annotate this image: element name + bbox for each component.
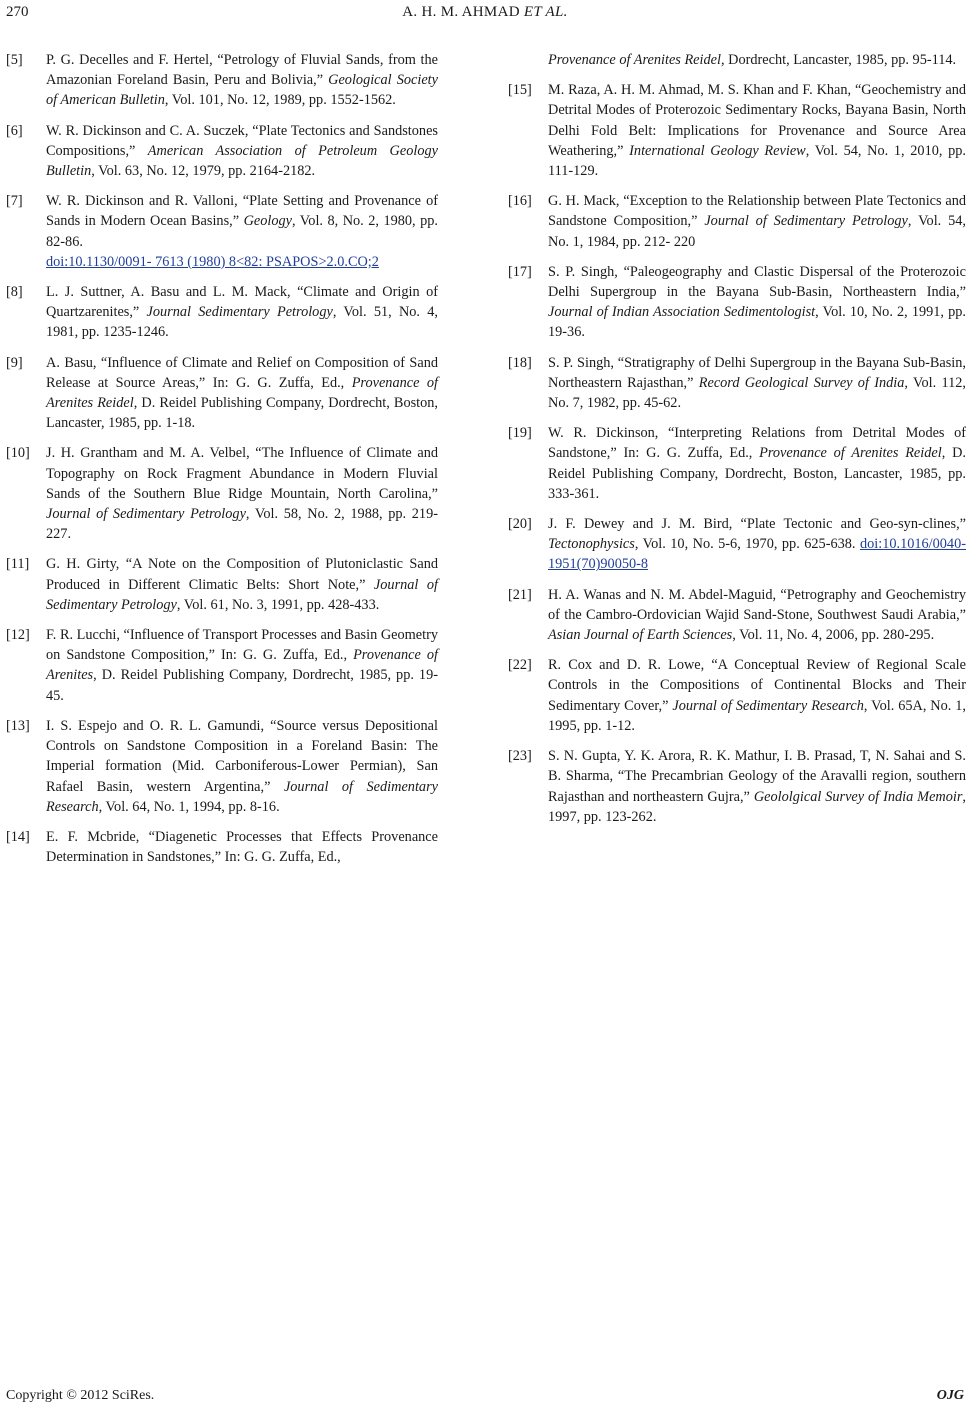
reference-text: L. J. Suttner, A. Basu and L. M. Mack, “Climate and Origin of Quartzarenites,” bbox=[46, 284, 438, 321]
reference-text: E. F. Mcbride, “Diagenetic Processes that Effects Provenance Determination in Sandstones,” In: G. G. Zuffa, Ed., bbox=[46, 828, 438, 866]
reference-journal: Tectonophysics bbox=[548, 536, 635, 553]
reference-18 bbox=[508, 353, 966, 414]
reference-22 bbox=[508, 655, 966, 736]
reference-number: [17] bbox=[508, 263, 532, 280]
reference-text: S. N. Gupta, Y. K. Arora, R. K. Mathur, I. B. Prasad, T, N. Sahai and S. B. Sharma, “The Precambrian Geology of the Aravalli region, southern Rajasthan and northeastern Gujra,” bbox=[548, 748, 966, 805]
reference-details: , Vol. 112, No. 7, 1982, pp. 45-62. bbox=[548, 374, 966, 412]
reference-number: [13] bbox=[6, 717, 30, 734]
reference-19 bbox=[508, 423, 966, 504]
reference-details: , Vol. 10, No. 5-6, 1970, pp. 625-638. bbox=[634, 536, 860, 553]
reference-journal: Record Geological Survey of India bbox=[698, 374, 905, 391]
journal-code: OJG bbox=[936, 1388, 964, 1403]
reference-journal: Geology bbox=[243, 213, 292, 230]
reference-number: [19] bbox=[508, 425, 532, 442]
reference-details: , Vol. 54, No. 1, 1984, pp. 212- 220 bbox=[548, 213, 966, 250]
reference-text: G. H. Mack, “Exception to the Relationship between Plate Tectonics and Sandstone Composition,” bbox=[548, 193, 966, 230]
reference-journal: Journal of Sedimentary Research bbox=[672, 697, 864, 714]
reference-20 bbox=[508, 514, 966, 575]
running-head-authors: A. H. M. AHMAD bbox=[402, 4, 520, 20]
reference-journal: Geological Society of American Bulletin bbox=[46, 72, 438, 109]
reference-14-continuation bbox=[508, 50, 966, 70]
reference-number: [11] bbox=[6, 556, 30, 573]
reference-details: , Vol. 54, No. 1, 2010, pp. 111-129. bbox=[548, 142, 967, 180]
copyright-notice: Copyright © 2012 SciRes. bbox=[6, 1388, 155, 1403]
reference-23 bbox=[508, 746, 966, 827]
reference-number: [5] bbox=[6, 52, 23, 68]
reference-10 bbox=[6, 443, 438, 544]
reference-journal: Asian Journal of Earth Sciences bbox=[548, 627, 733, 644]
reference-9 bbox=[6, 353, 438, 434]
reference-11 bbox=[6, 554, 438, 615]
reference-text: J. H. Grantham and M. A. Velbel, “The Influence of Climate and Topography on Rock Fragment Abundance in Modern Fluvial Sands of the Southern Blue Ridge Mountain, North Carolina,” bbox=[46, 445, 438, 502]
reference-details: , D. Reidel Publishing Company, Dordrecht, 1985, pp. 19-45. bbox=[46, 667, 438, 704]
reference-number: [20] bbox=[508, 516, 532, 533]
reference-text: G. H. Girty, “A Note on the Composition of Plutoniclastic Sand Produced in Different Climatic Belts: Short Note,” bbox=[46, 556, 438, 593]
left-column bbox=[6, 50, 438, 877]
doi-link[interactable]: doi:10.1016/0040-1951(70)90050-8 bbox=[548, 536, 966, 573]
reference-journal: Provenance of Arenites Reidel bbox=[46, 374, 439, 412]
reference-text: W. R. Dickinson, “Interpreting Relations from Detrital Modes of Sandstone,” In: G. G. Zuffa, Ed., bbox=[548, 425, 966, 462]
reference-details: , D. Reidel Publishing Company, Dordrecht, Boston, Lancaster, 1985, pp. 1-18. bbox=[46, 395, 438, 432]
reference-journal: Journal of Sedimentary Petrology bbox=[46, 506, 246, 523]
reference-journal: Journal Sedimentary Petrology bbox=[146, 304, 333, 321]
running-head bbox=[0, 4, 970, 21]
reference-details: , Vol. 58, No. 2, 1988, pp. 219-227. bbox=[46, 506, 438, 543]
reference-text: W. R. Dickinson and C. A. Suczek, “Plate Tectonics and Sandstones Compositions,” bbox=[46, 122, 438, 159]
reference-text: J. F. Dewey and J. M. Bird, “Plate Tectonic and Geo-syn-clines,” bbox=[548, 516, 966, 533]
reference-text: I. S. Espejo and O. R. L. Gamundi, “Source versus Depositional Controls on Sandstone Composition in a Foreland Basin: The Imperial formation (Mid. Carboniferous-Lower Permian), San Rafael Basin, western Argentina,” bbox=[46, 717, 438, 795]
reference-text: R. Cox and D. R. Lowe, “A Conceptual Review of Regional Scale Controls in the Compositions of Continental Blocks and Their Sedimentary Cover,” bbox=[548, 657, 966, 714]
reference-details: , Vol. 61, No. 3, 1991, pp. 428-433. bbox=[176, 596, 380, 613]
reference-details: , Vol. 8, No. 2, 1980, pp. 82-86. bbox=[46, 213, 438, 250]
reference-7 bbox=[6, 191, 438, 272]
reference-details: , Vol. 11, No. 4, 2006, pp. 280-295. bbox=[732, 627, 935, 644]
reference-number: [22] bbox=[508, 657, 532, 674]
reference-details: , Vol. 10, No. 2, 1991, pp. 19-36. bbox=[548, 304, 966, 341]
reference-journal: Provenance of Arenites Reidel bbox=[759, 445, 942, 462]
reference-journal: Geololgical Survey of India Memoir bbox=[753, 788, 963, 805]
reference-number: [12] bbox=[6, 627, 30, 644]
reference-text: P. G. Decelles and F. Hertel, “Petrology of Fluvial Sands, from the Amazonian Foreland Basin, Peru and Bolivia,” bbox=[46, 52, 438, 89]
reference-number: [18] bbox=[508, 354, 532, 371]
reference-15 bbox=[508, 80, 966, 181]
reference-journal: International Geology Review bbox=[629, 142, 806, 159]
page-footer bbox=[0, 1388, 970, 1410]
doi-link[interactable]: doi:10.1130/0091- 7613 (1980) 8<82: PSAPOS>2.0.CO;2 bbox=[46, 253, 379, 270]
reference-number: [14] bbox=[6, 828, 30, 845]
reference-journal: Journal of Indian Association Sedimentologist bbox=[548, 304, 816, 321]
reference-text: M. Raza, A. H. M. Ahmad, M. S. Khan and F. Khan, “Geochemistry and Detrital Modes of Proterozoic Sedimentary Rocks, Bayana Basin, North Delhi Fold Belt: Implications for Provenance and Source Area Weathering,” bbox=[548, 82, 966, 159]
reference-text: H. A. Wanas and N. M. Abdel-Maguid, “Petrography and Geochemistry of the Cambro-Ordovician Wajid Sand-Stone, Southwest Saudi Arabia,” bbox=[548, 586, 966, 623]
reference-8 bbox=[6, 282, 438, 343]
reference-21 bbox=[508, 585, 966, 646]
reference-details: , D. Reidel Publishing Company, Dordrecht, Boston, Lancaster, 1985, pp. 333-361. bbox=[548, 445, 966, 502]
reference-17 bbox=[508, 262, 966, 343]
reference-journal: Provenance of Arenites Reidel bbox=[548, 52, 721, 68]
reference-number: [21] bbox=[508, 586, 532, 603]
reference-number: [6] bbox=[6, 122, 23, 139]
page-number: 270 bbox=[6, 4, 29, 20]
reference-number: [10] bbox=[6, 445, 30, 462]
reference-journal: Journal of Sedimentary Petrology bbox=[46, 576, 439, 613]
reference-text: F. R. Lucchi, “Influence of Transport Processes and Basin Geometry on Sandstone Composition,” In: G. G. Zuffa, Ed., bbox=[46, 627, 438, 664]
reference-details: , Vol. 51, No. 4, 1981, pp. 1235-1246. bbox=[46, 304, 438, 341]
reference-details: , Vol. 64, No. 1, 1994, pp. 8-16. bbox=[98, 798, 280, 815]
reference-details: , 1997, pp. 123-262. bbox=[548, 788, 966, 825]
reference-number: [7] bbox=[6, 193, 23, 210]
reference-text: S. P. Singh, “Paleogeography and Clastic Dispersal of the Proterozoic Delhi Supergroup in the Bayana Sub-Basin, Northeastern India,” bbox=[548, 263, 966, 301]
reference-5 bbox=[6, 50, 438, 111]
reference-journal: Journal of Sedimentary Petrology bbox=[704, 213, 908, 230]
reference-details: , Vol. 65A, No. 1, 1995, pp. 1-12. bbox=[548, 697, 966, 734]
reference-details: , Dordrecht, Lancaster, 1985, pp. 95-114. bbox=[720, 52, 957, 68]
page-header bbox=[0, 0, 970, 30]
reference-details: , Vol. 63, No. 12, 1979, pp. 2164-2182. bbox=[91, 163, 316, 180]
reference-text: A. Basu, “Influence of Climate and Relief on Composition of Sand Release at Source Areas,” In: G. G. Zuffa, Ed., bbox=[46, 354, 438, 391]
reference-journal: Journal of Sedimentary Research bbox=[46, 778, 438, 815]
right-column bbox=[508, 50, 966, 837]
reference-13 bbox=[6, 716, 438, 817]
reference-journal: American Association of Petroleum Geology Bulletin bbox=[46, 142, 438, 180]
reference-text: W. R. Dickinson and R. Valloni, “Plate Setting and Provenance of Sands in Modern Ocean Basins,” bbox=[46, 193, 438, 230]
reference-details: , Vol. 101, No. 12, 1989, pp. 1552-1562. bbox=[164, 92, 396, 109]
reference-number: [15] bbox=[508, 82, 532, 99]
reference-journal: Provenance of Arenites bbox=[46, 647, 438, 684]
reference-number: [8] bbox=[6, 284, 23, 301]
running-head-etal: ET AL. bbox=[523, 4, 568, 20]
reference-14 bbox=[6, 827, 438, 867]
reference-6 bbox=[6, 121, 438, 182]
reference-number: [23] bbox=[508, 748, 532, 765]
reference-12 bbox=[6, 625, 438, 706]
reference-16 bbox=[508, 191, 966, 252]
reference-number: [16] bbox=[508, 193, 532, 210]
reference-number: [9] bbox=[6, 354, 23, 371]
reference-text: S. P. Singh, “Stratigraphy of Delhi Supergroup in the Bayana Sub-Basin, Northeastern Rajasthan,” bbox=[548, 354, 966, 391]
